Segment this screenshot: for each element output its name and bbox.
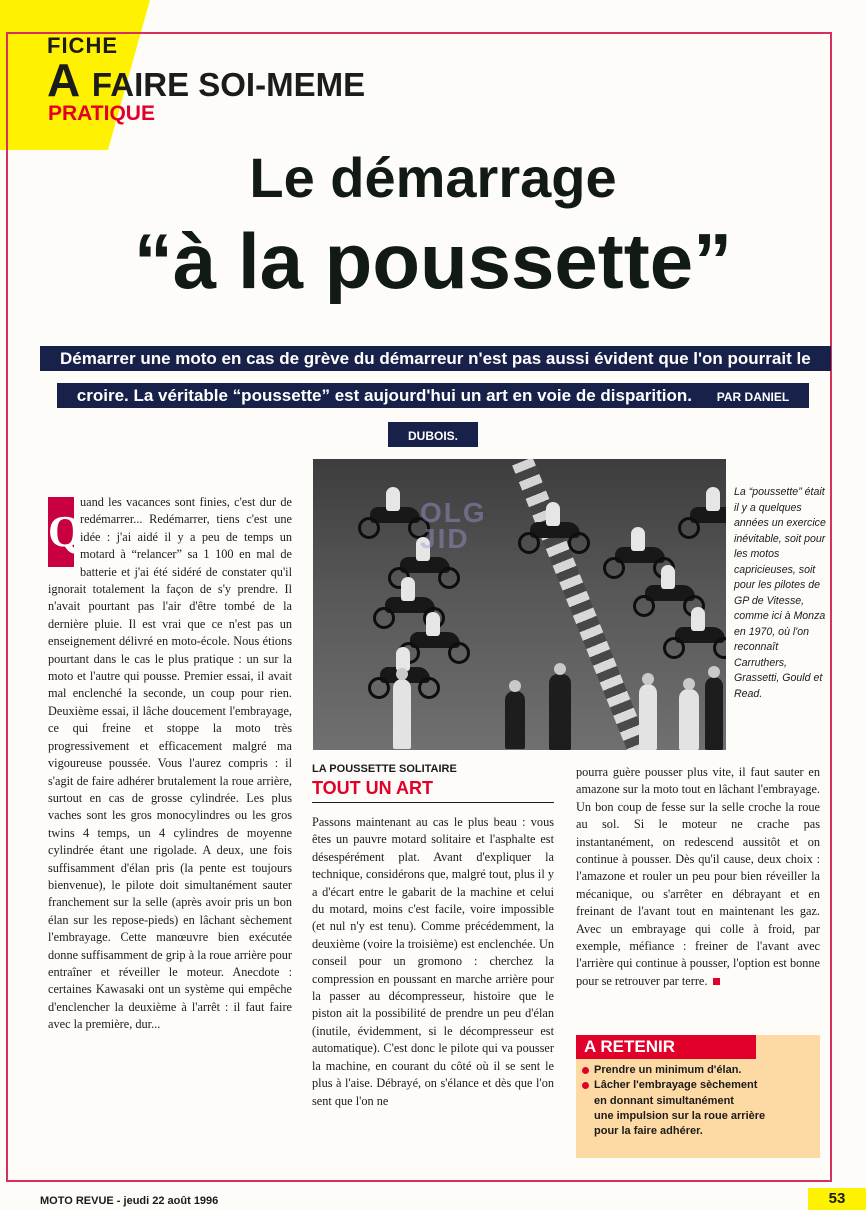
page-number: 53	[808, 1188, 866, 1210]
a-retenir-item: pour la faire adhérer.	[594, 1125, 703, 1138]
article-title-line2: “à la poussette”	[133, 217, 733, 305]
photo-caption: La “poussette” était il y a quelques années un exercice inévitable, soit pour les motos capricieuses, soit pour les pilotes de GP de Vitesse, comme ici à Monza en 1970, où l'on reconnaît Carruthers, Grassetti, Gould et Read.	[734, 486, 826, 700]
a-retenir-item: Prendre un minimum d'élan.	[582, 1063, 765, 1078]
spectator-figure	[705, 677, 723, 750]
body-column-3	[576, 764, 820, 990]
spectator-figure	[393, 679, 411, 749]
drop-cap: Q	[48, 497, 74, 567]
article-deck	[40, 340, 826, 455]
body-column-1	[48, 494, 292, 1034]
a-retenir-item: une impulsion sur la roue arrière	[594, 1109, 766, 1122]
masthead-a-faire-rest: FAIRE SOI-MEME	[91, 66, 366, 103]
masthead-a-faire	[47, 54, 366, 106]
deck-byline: PAR DANIEL DUBOIS.	[398, 387, 799, 446]
body-column-3-text: pourra guère pousser plus vite, il faut sauter en amazone sur la moto tout en lâchant l'embrayage. Un bon coup de fesse sur la selle croche la roue au sol. Si le moteur ne crache pas instantanément, on redescend aussitôt et on continue à pousser. Dès qu'il cause, deux choix : l'amazone et rouler un peu pour bien réveiller la mécanique, ou s'arrêter en débrayant et en freinant de l'avant tout en maintenant les gaz. Avec un embrayage qui colle à froid, par exemple, méfiance : freiner de l'avant avec l'arrière qui continue à pousser, l'option est bonne pour se retrouver par terre.	[576, 765, 820, 988]
a-retenir-item: en donnant simultanément	[594, 1094, 734, 1107]
masthead-a-faire-initial: A	[47, 54, 81, 106]
race-start-photo	[313, 459, 726, 750]
article-title-line1: Le démarrage	[249, 146, 617, 209]
body-column-2: Passons maintenant au cas le plus beau : vous êtes un pauvre motard solitaire et l'asphalte est désespérément plat. Avant d'expliquer la technique, considérons que, malgré tout, plus il y a d'écart entre le gabarit de la machine et celui du motard, moins c'est facile, voire impossible (et nul n'y est tenu). Comme précédemment, la deuxième (voire la troisième) est enclenchée. Un conseil pour un gromono : cherchez la compression en poussant en marche arrière pour la passer au décompresseur, histoire que le piston ait la possibilité de prendre un peu d'élan (inutile, évidemment, si le décompresseur est automatique). C'est donc le pilote qui va pousser la machine, en courant du côté où il se sent le plus à l'aise. Débrayé, on s'élance et dès que l'on sent que l'on ne	[312, 815, 554, 1108]
a-retenir-title: A RETENIR	[576, 1035, 756, 1059]
a-retenir-box	[576, 1035, 820, 1158]
spectator-figure	[679, 689, 699, 750]
section-rule	[312, 802, 554, 803]
body-column-1-text: uand les vacances sont finies, c'est dur de redémarrer... Redémarrer, tiens c'est une idée : j'ai aidé il y a peu de temps un motard à “relancer” sa 1 100 en mal de batterie et j'ai été sidéré de constater qu'il ignorait totalement la façon de s'y prendre. Il n'avait pourtant pas l'air d'être tombé de la dernière pluie. Il est vrai que ce n'est pas un enseignement délivré en moto-école. Nous étions pourtant dans le cas le plus pratique : un sur la moto et l'autre qui pousse. Premier essai, il avait mal enclenché la seconde, un coup pour rien. Deuxième essai, il lâche doucement l'embrayage, ce qui freine et stoppe la moto très progressivement et efficacement malgré ma vigoureuse poussée. Vous l'aurez compris : il s'agit de faire adhérer brutalement la roue arrière, surtout en cas de grosse cylindrée. Les plus vaches sont les gros monocylindres ou les gros twins 4 temps, un 4 cylindres de moyenne cylindrée étant une rigolade. A deux, une fois suffisamment d'élan pris (la pente est toujours bienvenue), le pilote doit simultanément sauter franchement sur la selle (après avoir pris un bon élan sur les repose-pieds) en lâchant sèchement l'embrayage. Cette manœuvre bien exécutée donne suffisamment de grip à la roue arrière pour entraîner et réveiller le moteur. Anecdote : certaines Kawasaki ont un système qui empêche d'enclencher la deuxième à l'arrêt : il faut faire avec la première, dur...	[48, 495, 292, 1032]
spectator-figure	[639, 684, 657, 750]
masthead-pratique: PRATIQUE	[48, 102, 155, 125]
end-of-article-mark	[713, 978, 720, 985]
deck-text: Démarrer une moto en cas de grève du démarreur n'est pas aussi évident que l'on pourrait le croire. La véritable “poussette” est aujourd'hui un art en voie de disparition.	[50, 346, 821, 408]
photo-watermark: OLG JID	[420, 497, 487, 554]
section-heading: TOUT UN ART	[312, 778, 433, 798]
a-retenir-item: Lâcher l'embrayage sèchement	[582, 1078, 765, 1093]
section-kicker: LA POUSSETTE SOLITAIRE	[312, 763, 457, 775]
masthead-fiche: FICHE	[47, 33, 118, 58]
a-retenir-list	[582, 1063, 765, 1139]
spectator-figure	[505, 691, 525, 749]
spectator-figure	[549, 674, 571, 750]
footer-publication: MOTO REVUE - jeudi 22 août 1996	[40, 1195, 219, 1207]
